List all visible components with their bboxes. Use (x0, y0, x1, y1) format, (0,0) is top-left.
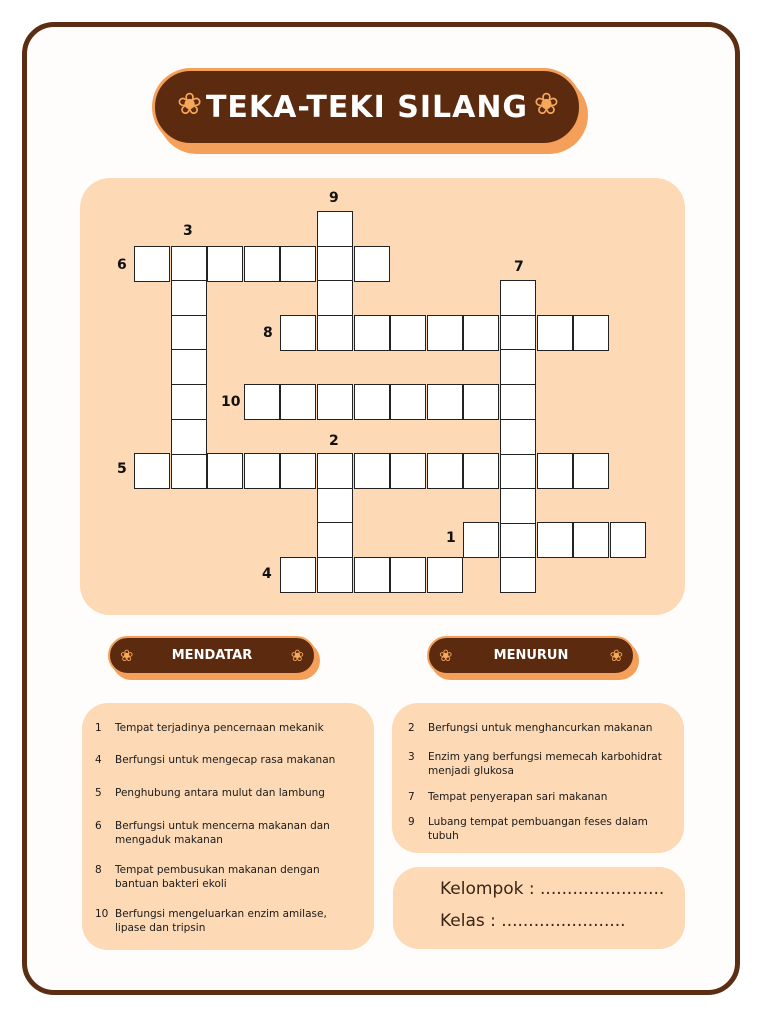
crossword-cell[interactable] (463, 522, 499, 558)
crossword-cell[interactable] (317, 557, 353, 593)
crossword-cell[interactable] (537, 453, 573, 489)
crossword-cell[interactable] (427, 453, 463, 489)
crossword-cell[interactable] (500, 557, 536, 593)
flower-icon: ❀ (290, 646, 304, 665)
crossword-cell[interactable] (463, 453, 499, 489)
flower-icon: ❀ (533, 87, 559, 122)
crossword-cell[interactable] (500, 384, 536, 420)
flower-icon: ❀ (439, 646, 453, 665)
crossword-cell[interactable] (500, 349, 536, 385)
crossword-cell[interactable] (244, 384, 280, 420)
crossword-cell[interactable] (500, 488, 536, 524)
crossword-cell[interactable] (427, 315, 463, 351)
crossword-cell[interactable] (427, 557, 463, 593)
header-pill (108, 636, 316, 675)
crossword-cell[interactable] (207, 453, 243, 489)
crossword-cell[interactable] (134, 453, 170, 489)
crossword-cell[interactable] (427, 384, 463, 420)
crossword-cell[interactable] (207, 246, 243, 282)
crossword-cell[interactable] (171, 453, 207, 489)
clue-number-6: 6 (117, 257, 127, 273)
crossword-cell[interactable] (280, 557, 316, 593)
crossword-cell[interactable] (354, 453, 390, 489)
flower-icon: ❀ (177, 87, 203, 122)
crossword-cell[interactable] (171, 315, 207, 351)
crossword-cell[interactable] (390, 384, 426, 420)
crossword-cell[interactable] (610, 522, 646, 558)
crossword-cell[interactable] (317, 488, 353, 524)
crossword-cell[interactable] (500, 453, 536, 489)
crossword-cell[interactable] (317, 246, 353, 282)
crossword-cell[interactable] (573, 453, 609, 489)
clue-number-10: 10 (221, 394, 241, 410)
crossword-cell[interactable] (171, 384, 207, 420)
crossword-cell[interactable] (390, 453, 426, 489)
crossword-cell[interactable] (354, 315, 390, 351)
clue-number-4: 4 (262, 566, 272, 582)
flower-icon: ❀ (609, 646, 623, 665)
header-pill (427, 636, 635, 675)
menurun-label: MENURUN (493, 648, 569, 663)
crossword-cell[interactable] (280, 315, 316, 351)
crossword-cell[interactable] (463, 315, 499, 351)
clue-number-3: 3 (183, 223, 193, 239)
crossword-cell[interactable] (500, 522, 536, 558)
crossword-cell[interactable] (171, 419, 207, 455)
clue-number-8: 8 (263, 325, 273, 341)
crossword-cell[interactable] (280, 384, 316, 420)
crossword-cell[interactable] (500, 315, 536, 351)
crossword-cell[interactable] (317, 280, 353, 316)
menurun-header (427, 636, 639, 680)
title-pill (152, 68, 582, 146)
crossword-cell[interactable] (317, 315, 353, 351)
kelas-field[interactable]: Kelas : ....................... (440, 911, 626, 931)
mendatar-header (108, 636, 320, 680)
clue-number-9: 9 (329, 190, 339, 206)
flower-icon: ❀ (120, 646, 134, 665)
crossword-cell[interactable] (390, 557, 426, 593)
crossword-cell[interactable] (280, 246, 316, 282)
crossword-cell[interactable] (171, 280, 207, 316)
crossword-cell[interactable] (573, 522, 609, 558)
page-title: TEKA-TEKI SILANG (205, 89, 529, 125)
title-banner (152, 68, 590, 154)
crossword-cell[interactable] (537, 315, 573, 351)
mendatar-clues-panel: 1 Tempat terjadinya pencernaan mekanik 4 Berfungsi untuk mengecap rasa makanan 5 Penghubung antara mulut dan lambung 6 Berfungsi untuk mencerna makanan dan mengaduk makanan 8 Tempat pembusukan makanan dengan bantuan bakteri ekoli 10 Berfungsi mengeluarkan enzim amilase, lipase dan tripsin (82, 703, 374, 950)
crossword-cell[interactable] (573, 315, 609, 351)
crossword-cell[interactable] (317, 211, 353, 247)
clue-number-2: 2 (329, 433, 339, 449)
crossword-cell[interactable] (244, 246, 280, 282)
crossword-cell[interactable] (244, 453, 280, 489)
crossword-cell[interactable] (317, 453, 353, 489)
crossword-cell[interactable] (390, 315, 426, 351)
crossword-cell[interactable] (171, 349, 207, 385)
crossword-cell[interactable] (354, 557, 390, 593)
crossword-cell[interactable] (537, 522, 573, 558)
crossword-cell[interactable] (354, 384, 390, 420)
crossword-cell[interactable] (500, 419, 536, 455)
kelompok-field[interactable]: Kelompok : ....................... (440, 879, 665, 899)
menurun-clues-panel: 2 Berfungsi untuk menghancurkan makanan 3 Enzim yang berfungsi memecah karbohidrat menjadi glukosa 7 Tempat penyerapan sari makanan 9 Lubang tempat pembuangan feses dalam tubuh (392, 703, 684, 853)
crossword-cell[interactable] (500, 280, 536, 316)
clue-number-7: 7 (514, 259, 524, 275)
clue-number-1: 1 (446, 530, 456, 546)
crossword-cell[interactable] (280, 453, 316, 489)
crossword-cell[interactable] (317, 522, 353, 558)
crossword-cell[interactable] (134, 246, 170, 282)
crossword-cell[interactable] (354, 246, 390, 282)
crossword-cell[interactable] (171, 246, 207, 282)
crossword-cell[interactable] (317, 384, 353, 420)
mendatar-label: MENDATAR (171, 648, 253, 663)
crossword-cell[interactable] (463, 384, 499, 420)
clue-number-5: 5 (117, 461, 127, 477)
